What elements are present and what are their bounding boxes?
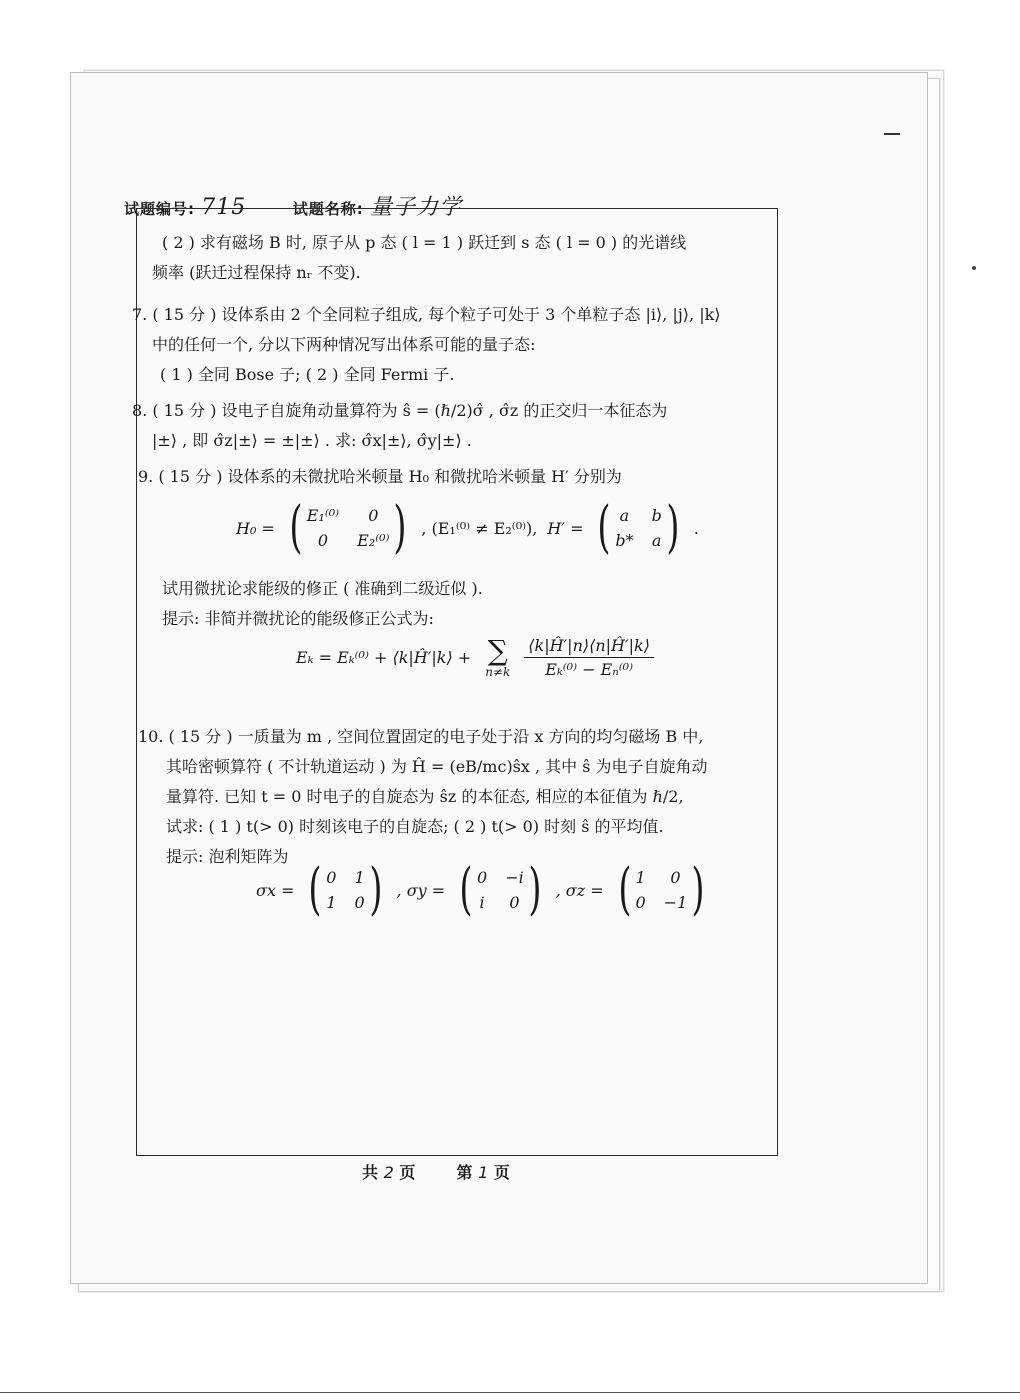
sy-m11: 0 <box>477 868 488 887</box>
hp-m11: a <box>619 506 630 525</box>
total-suffix: 页 <box>399 1163 416 1182</box>
formula-fraction <box>524 636 654 679</box>
question-9-continued <box>162 574 772 634</box>
sigma-y-matrix: ( 0 −i i 0 ) <box>459 857 542 922</box>
hp-matrix: ( a b b* a ) <box>597 495 680 560</box>
q9-line-1: 9. ( 15 分 ) 设体系的未微扰哈米顿量 H₀ 和微扰哈米顿量 H′ 分别为 <box>138 467 622 486</box>
hp-m12: b <box>651 506 662 525</box>
exam-code-value: 715 <box>201 195 247 220</box>
q6-line-2: 频率 (跃迁过程保持 nᵣ 不变). <box>152 263 361 282</box>
total-pages: 2 <box>383 1163 394 1182</box>
sz-m22: −1 <box>663 893 688 912</box>
total-prefix: 共 <box>362 1163 379 1182</box>
question-10 <box>138 722 768 872</box>
q9-line-3: 提示: 非简并微扰论的能级修正公式为: <box>162 609 434 628</box>
q9-perturbation-formula <box>296 633 654 679</box>
page-prefix: 第 <box>456 1163 473 1182</box>
sx-m22: 0 <box>354 893 365 912</box>
hp-m21: b* <box>615 531 634 550</box>
sum-symbol: ∑ n≠k <box>485 633 511 679</box>
h0-m12: 0 <box>368 506 379 525</box>
hp-m22: a <box>651 531 662 550</box>
h0-condition: , (E₁⁽⁰⁾ ≠ E₂⁽⁰⁾), <box>421 518 538 538</box>
current-page: 1 <box>478 1163 489 1182</box>
q10-line-3: 量算符. 已知 t = 0 时电子的自旋态为 ŝz 的本征态, 相应的本征值为 ℏ/2, <box>166 787 684 806</box>
question-7 <box>132 300 742 390</box>
q7-line-1: 7. ( 15 分 ) 设体系由 2 个全同粒子组成, 每个粒子可处于 3 个单粒子态 |i⟩, |j⟩, |k⟩ <box>132 305 721 324</box>
q10-line-1: 10. ( 15 分 ) 一质量为 m , 空间位置固定的电子处于沿 x 方向的均匀磁场 B 中, <box>138 727 704 746</box>
q10-line-5: 提示: 泡利矩阵为 <box>166 847 289 866</box>
scanner-edge-line <box>0 1392 1020 1393</box>
sigma-y-lhs: , σy = <box>396 880 446 900</box>
sz-m11: 1 <box>635 868 646 887</box>
sx-m11: 0 <box>326 868 337 887</box>
q6-line-1: ( 2 ) 求有磁场 B 时, 原子从 p 态 ( l = 1 ) 跃迁到 s 态 ( l = 0 ) 的光谱线 <box>162 233 687 252</box>
hp-lhs: H′ = <box>547 518 584 538</box>
q9-hamiltonian-equation: H₀ = ( E₁⁽⁰⁾ 0 0 E₂⁽⁰⁾ ) , (E₁⁽⁰⁾ ≠ E₂⁽⁰⁾), H′ = ( a b b* a ) . <box>236 495 699 560</box>
scan-speck <box>972 266 976 270</box>
question-6-part-2 <box>152 228 762 288</box>
sx-m21: 1 <box>326 893 337 912</box>
sigma-x-matrix: ( 0 1 1 0 ) <box>308 857 383 922</box>
question-9 <box>138 462 748 492</box>
page-footer <box>362 1160 510 1183</box>
q8-line-1: 8. ( 15 分 ) 设电子自旋角动量算符为 ŝ = (ℏ/2)σ̂ , σ̂z 的正交归一本征态为 <box>132 401 668 420</box>
h0-matrix: ( E₁⁽⁰⁾ 0 0 E₂⁽⁰⁾ ) <box>289 495 407 560</box>
sy-m21: i <box>479 893 485 912</box>
sz-m12: 0 <box>670 868 681 887</box>
q10-line-2: 其哈密顿算符 ( 不计轨道运动 ) 为 Ĥ = (eB/mc)ŝx , 其中 ŝ 为电子自旋角动 <box>166 757 708 776</box>
sigma-z-matrix: ( 1 0 0 −1 ) <box>617 857 705 922</box>
q8-line-2: |±⟩ , 即 σ̂z|±⟩ = ±|±⟩ . 求: σ̂x|±⟩, σ̂y|±⟩ . <box>152 431 472 450</box>
h0-lhs: H₀ = <box>236 518 275 538</box>
q7-line-2: 中的任何一个, 分以下两种情况写出体系可能的量子态: <box>152 335 536 354</box>
sum-subscript: n≠k <box>485 664 511 679</box>
q7-line-3: ( 1 ) 全同 Bose 子; ( 2 ) 全同 Fermi 子. <box>160 365 455 384</box>
fraction-numerator: ⟨k|Ĥ′|n⟩⟨n|Ĥ′|k⟩ <box>524 636 654 658</box>
sigma-z-lhs: , σz = <box>555 880 604 900</box>
h0-m11: E₁⁽⁰⁾ <box>306 506 340 525</box>
h0-m21: 0 <box>317 531 328 550</box>
sz-m21: 0 <box>635 893 646 912</box>
exam-code-label: 试题编号: <box>124 200 195 218</box>
h0-m22: E₂⁽⁰⁾ <box>357 531 390 550</box>
edge-mark <box>884 133 900 135</box>
question-8 <box>132 396 742 456</box>
pauli-matrices <box>256 857 709 922</box>
sy-m12: −i <box>505 868 524 887</box>
sigma-x-lhs: σx = <box>256 880 295 900</box>
fraction-denominator: Eₖ⁽⁰⁾ − Eₙ⁽⁰⁾ <box>545 660 634 679</box>
q9-line-2: 试用微扰论求能级的修正 ( 准确到二级近似 ). <box>162 579 483 598</box>
q10-line-4: 试求: ( 1 ) t(> 0) 时刻该电子的自旋态; ( 2 ) t(> 0) 时刻 ŝ 的平均值. <box>166 817 664 836</box>
sx-m12: 1 <box>354 868 365 887</box>
sy-m22: 0 <box>509 893 520 912</box>
exam-name-label: 试题名称: <box>292 200 364 218</box>
formula-lhs: Eₖ = Eₖ⁽⁰⁾ + ⟨k|Ĥ′|k⟩ + <box>296 648 472 667</box>
exam-name-value: 量子力学 <box>369 195 462 220</box>
page-suffix: 页 <box>493 1163 510 1182</box>
